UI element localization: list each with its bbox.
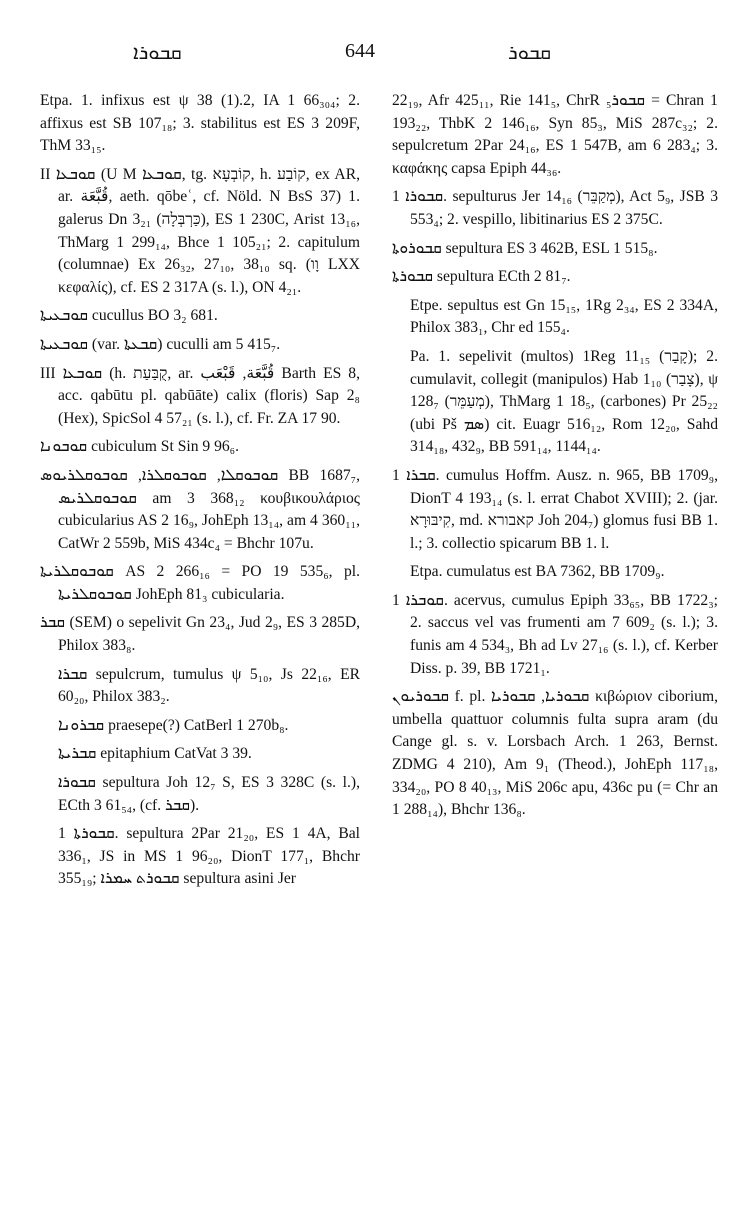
dictionary-entry: ܩܒܘܪܐ 1. sepulturus Jer 14₁₆ (מְקַבֵּר), Act 5₉, JSB 3 553₄; 2. vespillo, libitinarius ES 2 375C. [392, 188, 718, 228]
dictionary-entry: ܩܘܒܘܩܠܐ, ܩܘܒܘܩܠܪܐ, ܩܘܒܘܩܠܪܝܘܣ BB 1687₇, ܩܘܒܘܩܠܪܝܣ am 3 368₁₂ κουβικουλάριος cubicularius AS 2 16₉, JohEph 13₁₄, am 4 360₁₁, CatWr 2 559b, MiS 434c₄ = Bhchr 107u. [40, 466, 360, 552]
dictionary-entry: Pa. 1. sepelivit (multos) 1Reg 11₁₅ (קָבַר); 2. cumulavit, collegit (manipulos) Hab 1₁₀ (צָבַר), ψ 128₇ (מְעַמֵּר), ThMarg 1 18₅, (carbones) Pr 25₂₂ (ubi Pš ܣܡ) cit. Euagr 516₁₂, Rom 12₂₀, Sahd 314₁₈, 432₉, BB 591₁₄, 1144₁₄. [410, 347, 718, 456]
left-column [40, 90, 360, 897]
page-number: 644 [345, 40, 375, 62]
dictionary-entry: ܩܒܪܝܬܐ epitaphium CatVat 3 39. [58, 745, 252, 763]
dictionary-entry: ܩܒܪܘܢܐ praesepe(?) CatBerl 1 270b₈. [58, 716, 289, 734]
dictionary-entry: ܩܘܒܪܐ 1. acervus, cumulus Epiph 33₆₅, BB 1722₃; 2. saccus vel vas frumenti am 7 609₂ (s. l.); 3. funis am 4 534₃, Bh ad Lv 27₁₆ (s. l.), cf. Kerber Diss. p. 39, BB 1721₁. [392, 591, 718, 677]
dictionary-entry: II ܩܘܒܥܐ (U M ܩܘܒܥܐ, tg. קוֹבְעָא, h. קוֹבַע, ex AR, ar. قُبَّعَة, aeth. qōbeʿ, cf. Nöld. N BsS 37) 1. galerus Dn 3₂₁ (כַּרְבְּלָה), ES 1 230C, Arist 13₁₆, ThMarg 1 299₁₄, Bhce 1 105₂₁; 2. capitulum (columnae) Ex 26₃₂, 27₁₀, 38₁₀ sq. (וָו LXX κεφαλίς), cf. ES 2 317A (s. l.), ON 4₂₁. [40, 165, 360, 296]
header-right-word: ܩܒܘܪ [508, 40, 552, 64]
dictionary-entry: ܩܘܒܥܝܬܐ cucullus BO 3₂ 681. [40, 307, 218, 325]
dictionary-entry: ܩܘܒܥܝܬܐ (var. ܩܒܥܬܐ) cuculli am 5 415₇. [40, 335, 281, 353]
right-column [392, 90, 718, 828]
dictionary-entry: ܩܒܘܪܐ sepultura Joh 12₇ S, ES 3 328C (s. l.), ECth 3 61₅₄, (cf. ܩܒܪ). [58, 774, 360, 814]
dictionary-entry: Etpa. cumulatus est BA 7362, BB 1709₉. [410, 563, 665, 581]
dictionary-entry: 22₁₉, Afr 425₁₁, Rie 141₅, ChrR ܩܒܘܪ₅ = Chran 1 193₂₂, ThbK 2 146₁₆, Syn 85₃, MiS 287c₃₂; 2. sepulcretum 2Par 24₁₆, ES 1 547B, am 6 283₄; 3. καφάκης capsa Epiph 44₃₆. [392, 92, 718, 177]
dictionary-entry: ܩܘܒܘܩܠܪܝܬܐ AS 2 266₁₆ = PO 19 535₆, pl. ܩܘܒܘܩܠܪܝܬܐ JohEph 81₃ cubicularia. [40, 563, 360, 603]
header-left-word: ܩܒܘܪܐ [133, 40, 182, 64]
dictionary-entry: Etpa. 1. infixus est ψ 38 (1).2, IA 1 66₃₀₄; 2. affixus est SB 107₁₈; 3. stabilitus est ES 3 209F, ThM 33₁₅. [40, 92, 360, 155]
dictionary-entry: ܩܒܘܪܬܐ sepultura ECth 2 81₇. [392, 268, 571, 286]
dictionary-entry: Etpe. sepultus est Gn 15₁₅, 1Rg 2₃₄, ES 2 334A, Philox 383₁, Chr ed 155₄. [410, 296, 718, 337]
dictionary-entry: ܩܒܘܪܬܐ 1. sepultura 2Par 21₂₀, ES 1 4A, Bal 336₁, JS in MS 1 96₂₀, DionT 177₁, Bhchr 355₁₉; ܩܒܘܪܬ ܚܡܪܐ sepultura asini Jer [58, 825, 360, 888]
dictionary-entry: III ܩܘܒܥܐ (h. קֻבַּעַת, ar. قُبَّعَة, قَبْعَب Barth ES 8, acc. qabūtu pl. qabūāte) calix (floris) Sap 2₈ (Hex), SpicSol 4 57₂₁ (s. l.), cf. Fr. ZA 17 90. [40, 364, 360, 427]
dictionary-entry: ܩܘܒܘܢܐ cubiculum St Sin 9 96₆. [40, 438, 240, 456]
page-header [0, 0, 750, 64]
dictionary-entry: ܩܒܘܪܘܬܐ sepultura ES 3 462B, ESL 1 515₈. [392, 239, 658, 257]
dictionary-entry: ܩܒܪܐ sepulcrum, tumulus ψ 5₁₀, Js 22₁₆, ER 60₂₀, Philox 383₂. [58, 665, 360, 706]
dictionary-entry: ܩܒܪܐ 1. cumulus Hoffm. Ausz. n. 965, BB 1709₉, DionT 4 193₁₄ (s. l. errat Chabot XVIII); 2. (jar. קִיבּוּרָא, md. קאבורא Joh 204₇) glomus fusi BB 1. l.; 3. collectio spicarum BB 1. l. [392, 466, 718, 552]
dictionary-entry: ܩܒܪ (SEM) o sepelivit Gn 23₄, Jud 2₉, ES 3 285D, Philox 383₈. [40, 614, 360, 655]
dictionary-entry: ܩܒܘܪܝܘܢ f. pl. ܩܒܘܪܝܐ, ܩܒܘܪܝܐ κιβώριον ciborium, umbella quattuor columnis fulta supra aram (du Cange gl. s. v. Lorsbach Arch. 1 263, Bernst. ZDMG 4 210), Am 9₁ (Theod.), JohEph 117₁₈, 334₂₀, PO 8 40₁₃, MiS 206c apu, 436c pu (= Chr an 1 288₁₄), Bhchr 136₈. [392, 688, 718, 819]
